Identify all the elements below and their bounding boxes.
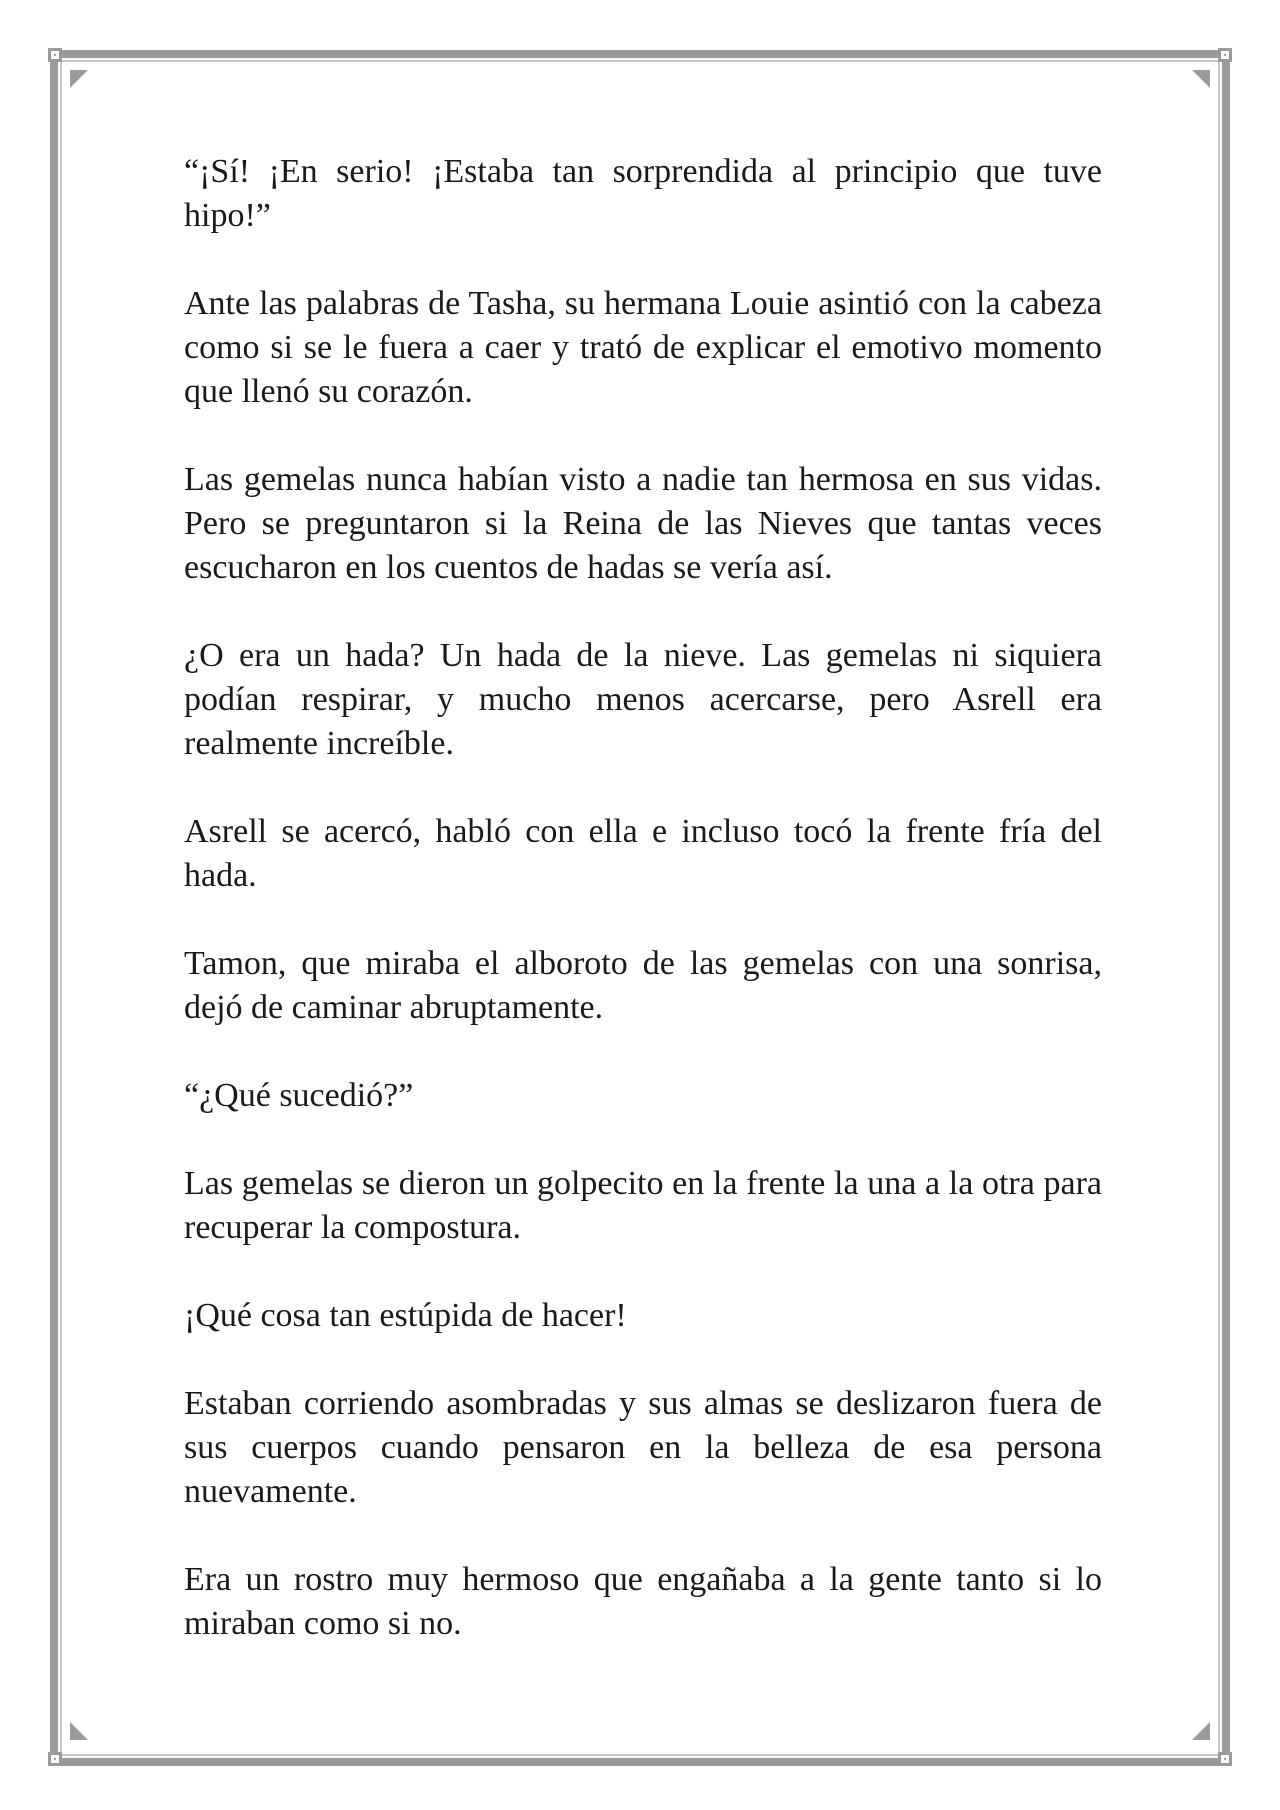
paragraph: “¡Sí! ¡En serio! ¡Estaba tan sorprendida al principio que tuve hipo!”	[184, 153, 1102, 234]
paragraph: Estaban corriendo asombradas y sus almas se deslizaron fuera de sus cuerpos cuando pensaron en la belleza de esa persona nuevamente.	[184, 1385, 1102, 1510]
frame-top-inner-line	[62, 60, 1218, 62]
corner-ornament-top-left	[48, 48, 62, 62]
frame-right-inner-line	[1218, 62, 1220, 1752]
frame-left-inner-line	[60, 62, 62, 1752]
paragraph: ¡Qué cosa tan estúpida de hacer!	[184, 1297, 627, 1334]
corner-triangle-top-left	[70, 70, 88, 88]
frame-top-border	[62, 50, 1218, 58]
paragraph: Era un rostro muy hermoso que engañaba a la gente tanto si lo miraban como si no.	[184, 1561, 1102, 1642]
corner-triangle-bottom-right	[1192, 1722, 1210, 1740]
paragraph: Las gemelas nunca habían visto a nadie tan hermosa en sus vidas. Pero se preguntaron si la Reina de las Nieves que tantas veces escucharon en los cuentos de hadas se vería así.	[184, 461, 1102, 586]
frame-right-border	[1222, 62, 1230, 1752]
paragraph: Las gemelas se dieron un golpecito en la frente la una a la otra para recuperar la compostura.	[184, 1165, 1102, 1246]
corner-ornament-bottom-right	[1218, 1752, 1232, 1766]
paragraph: ¿O era un hada? Un hada de la nieve. Las gemelas ni siquiera podían respirar, y mucho menos acercarse, pero Asrell era realmente increíble.	[184, 637, 1102, 762]
frame-bottom-border	[62, 1758, 1218, 1766]
corner-ornament-bottom-left	[48, 1752, 62, 1766]
corner-triangle-bottom-left	[70, 1722, 88, 1740]
frame-left-border	[50, 62, 58, 1752]
paragraph: Ante las palabras de Tasha, su hermana Louie asintió con la cabeza como si se le fuera a caer y trató de explicar el emotivo momento que llenó su corazón.	[184, 285, 1102, 410]
page-body-text	[184, 150, 1102, 1690]
paragraph: Asrell se acercó, habló con ella e incluso tocó la frente fría del hada.	[184, 813, 1102, 894]
corner-ornament-top-right	[1218, 48, 1232, 62]
corner-triangle-top-right	[1192, 70, 1210, 88]
frame-bottom-inner-line	[62, 1754, 1218, 1756]
paragraph: Tamon, que miraba el alboroto de las gemelas con una sonrisa, dejó de caminar abruptamente.	[184, 945, 1102, 1026]
paragraph: “¿Qué sucedió?”	[184, 1077, 414, 1114]
